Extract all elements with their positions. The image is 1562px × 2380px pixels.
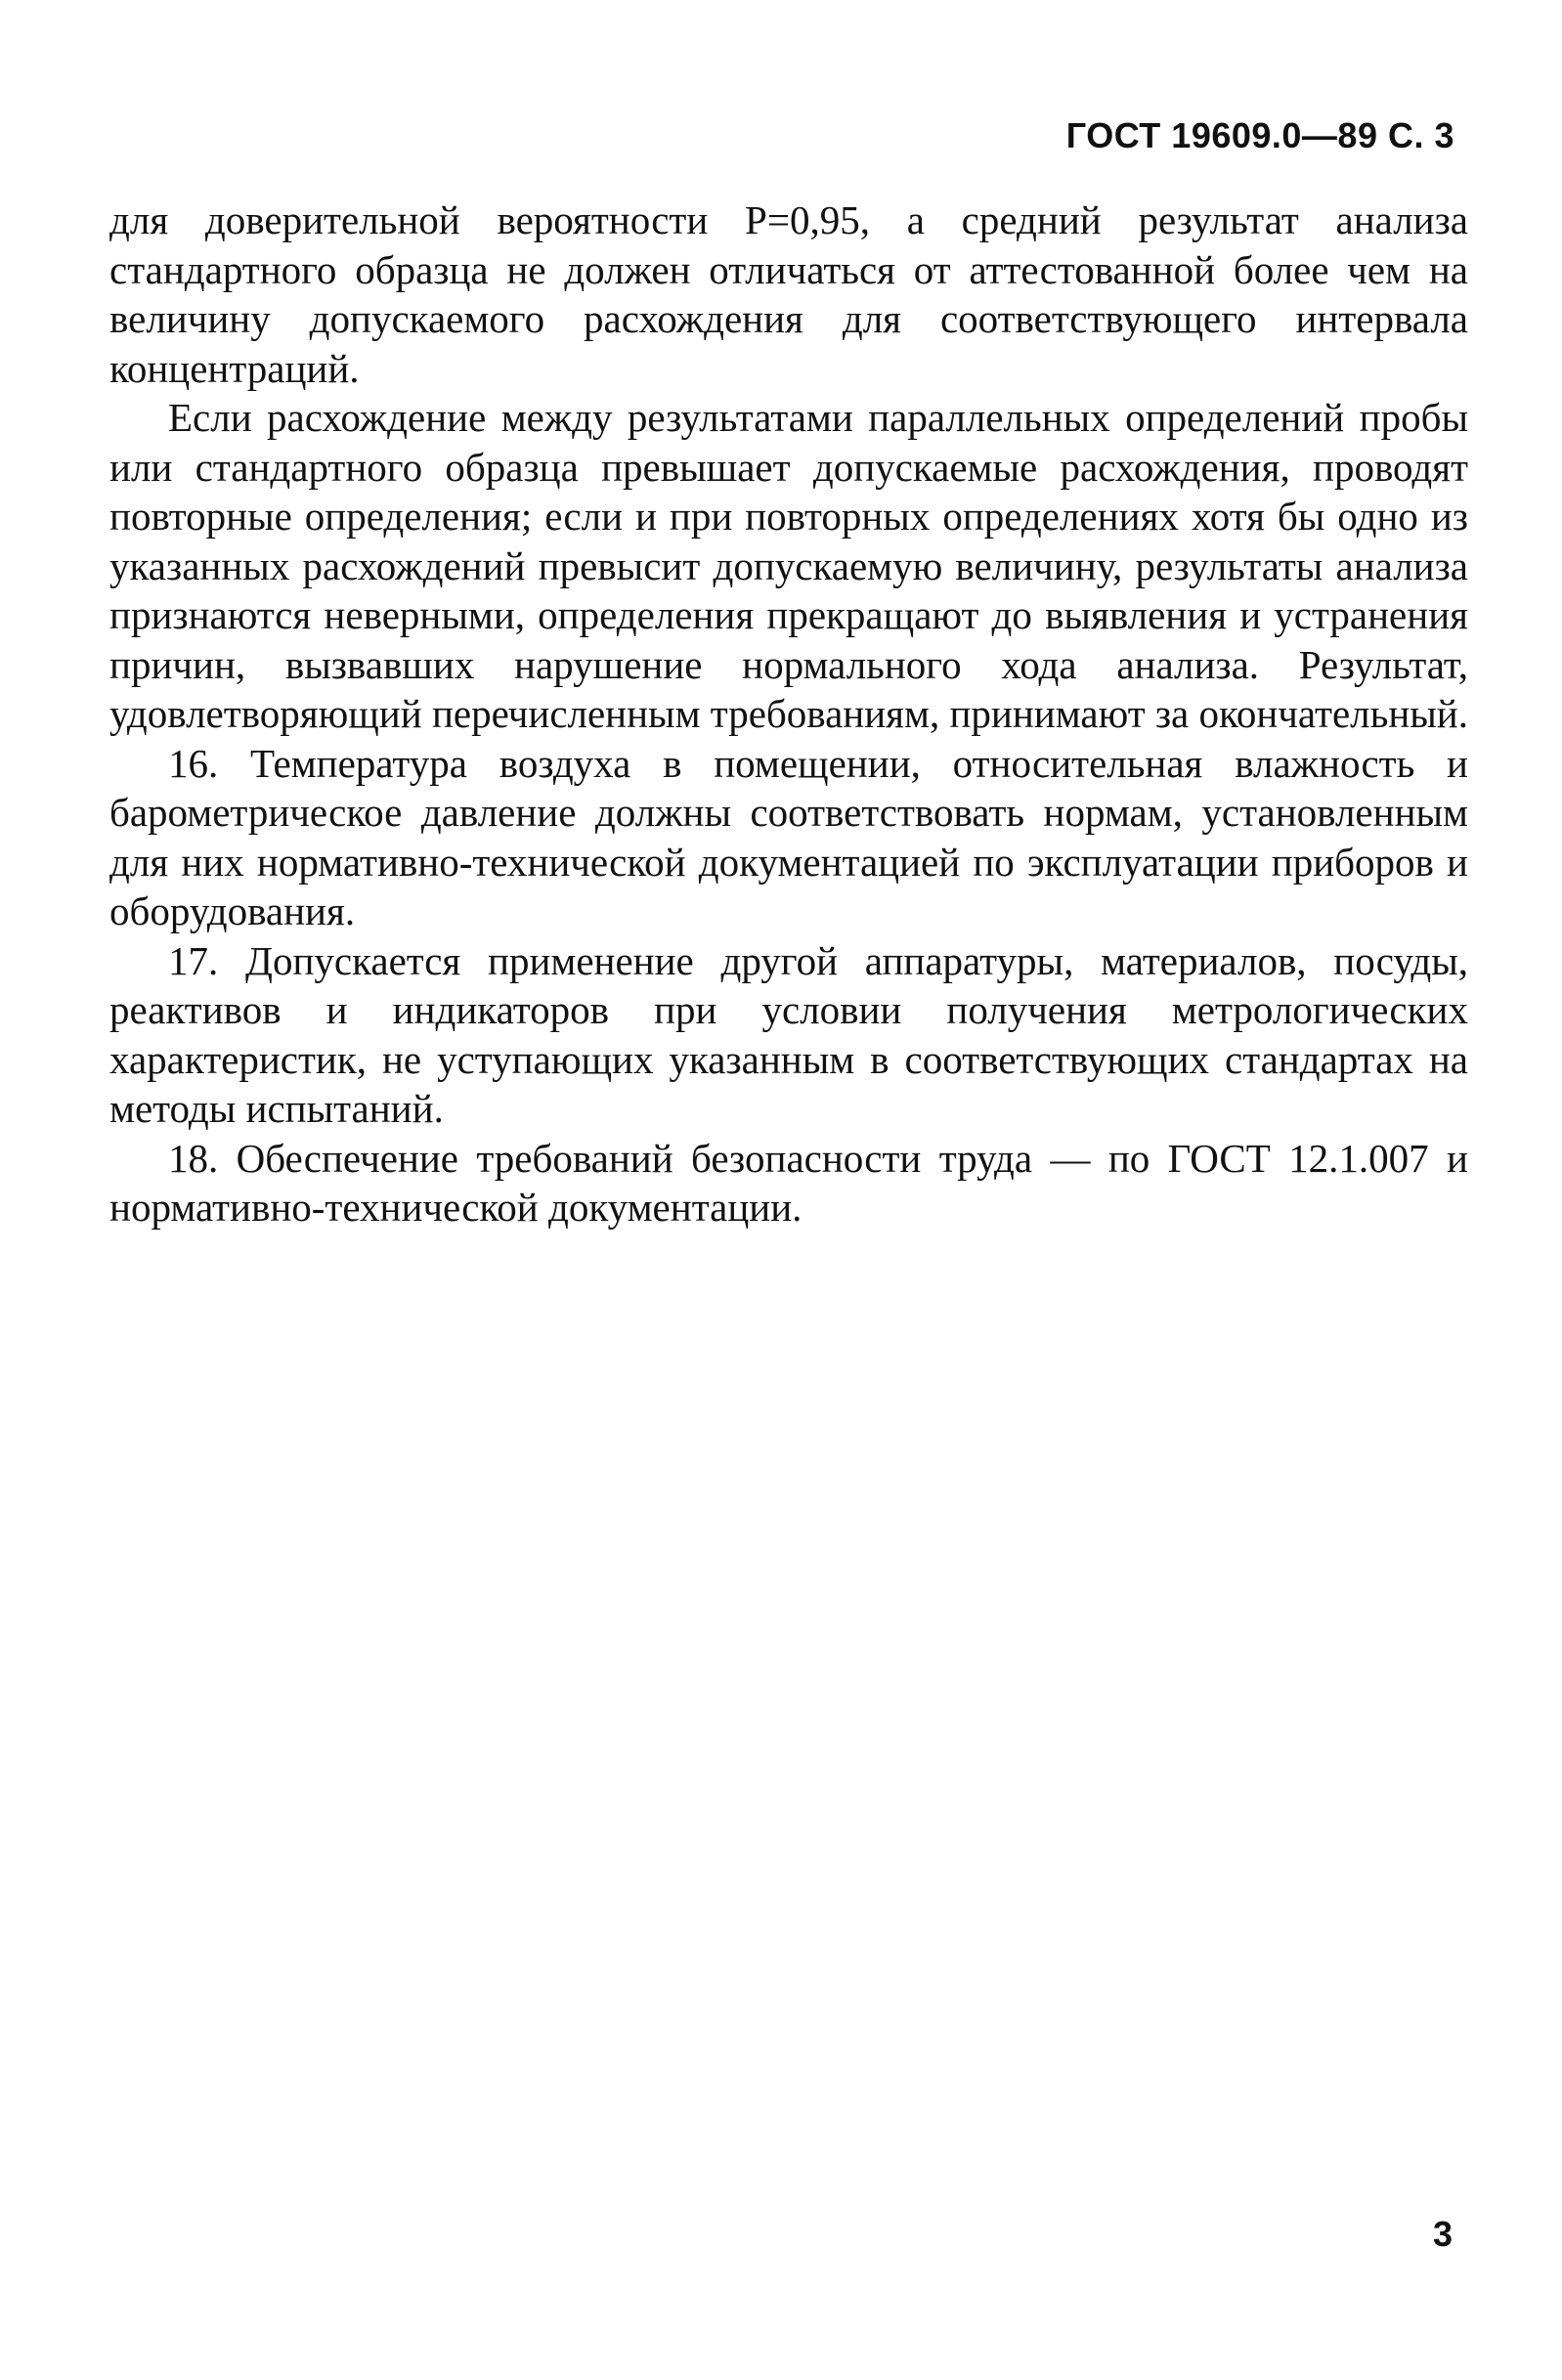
paragraph-item-17: 17. Допускается применение другой аппаратуры, материалов, посуды, реактивов и индикаторов при условии получения метрологических характеристик, не уступающих указанным в соответствующих стандартах на методы испытаний. — [109, 937, 1468, 1131]
paragraph-continuation: для доверительной вероятности P=0,95, а средний результат анализа стандартного образца не должен отличаться от аттестованной более чем на величину допускаемого расхождения для соответствующего интервала концентраций. — [109, 197, 1468, 391]
page-number: 3 — [1432, 2214, 1453, 2254]
running-header: ГОСТ 19609.0—89 С. 3 — [1065, 115, 1454, 155]
paragraph-item-16: 16. Температура воздуха в помещении, относительная влажность и барометрическое давление должны соответствовать нормам, установленным для них нормативно-технической документацией по эксплуатации приборов и оборудования. — [109, 740, 1468, 933]
body-text — [109, 195, 1468, 1233]
paragraph-item-18: 18. Обеспечение требований безопасности труда — по ГОСТ 12.1.007 и нормативно-технической документации. — [109, 1135, 1468, 1230]
paragraph-repeat-determinations: Если расхождение между результатами параллельных определений пробы или стандартного образца превышает допускаемые расхождения, проводят повторные определения; если и при повторных определениях хотя бы одно из указанных расхождений превысит допускаемую величину, результаты анализа признаются неверными, определения прекращают до выявления и устранения причин, вызвавших нарушение нормального хода анализа. Результат, удовлетворяющий перечисленным требованиям, принимают за окончательный. — [109, 395, 1468, 736]
